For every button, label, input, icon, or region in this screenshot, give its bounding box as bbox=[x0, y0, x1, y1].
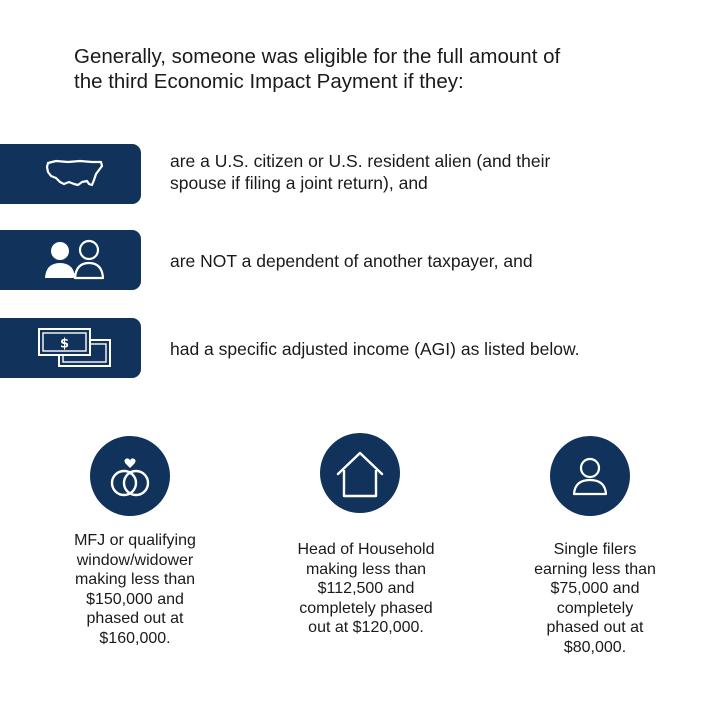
us-map-icon bbox=[0, 144, 141, 204]
threshold-line: $112,500 and bbox=[317, 580, 415, 597]
income-criterion-tab bbox=[0, 318, 141, 378]
person-icon bbox=[550, 436, 630, 516]
dependent-criterion-tab bbox=[0, 230, 141, 290]
money-icon bbox=[0, 318, 141, 378]
threshold-line: $150,000 and bbox=[86, 590, 184, 608]
dependent-criterion-text bbox=[170, 250, 533, 272]
svg-text:$: $ bbox=[59, 336, 70, 352]
threshold-line: earning less than bbox=[534, 560, 656, 578]
threshold-line: phased out at bbox=[546, 619, 644, 636]
person-circle bbox=[550, 436, 630, 516]
threshold-line: $160,000. bbox=[99, 629, 171, 647]
criterion-line: are a U.S. citizen or U.S. resident alien (and their bbox=[170, 151, 551, 171]
income-criterion-text bbox=[170, 338, 580, 360]
threshold-line: MFJ or qualifying bbox=[74, 532, 196, 549]
criterion-line: had a specific adjusted income (AGI) as listed below. bbox=[170, 339, 580, 359]
threshold-line: $80,000. bbox=[563, 638, 627, 656]
threshold-line: making less than bbox=[305, 560, 427, 578]
threshold-line: making less than bbox=[74, 571, 196, 588]
people-icon bbox=[0, 230, 141, 290]
threshold-line: Head of Household bbox=[297, 541, 435, 558]
threshold-line: completely bbox=[556, 599, 634, 617]
criterion-line: spouse if filing a joint return), and bbox=[170, 173, 428, 193]
citizen-criterion-tab bbox=[0, 144, 141, 204]
rings-icon bbox=[90, 436, 170, 516]
rings-circle bbox=[90, 436, 170, 516]
threshold-line: phased out at bbox=[86, 610, 184, 627]
head-of-household-threshold-text bbox=[266, 540, 466, 638]
criterion-line: are NOT a dependent of another taxpayer, and bbox=[170, 251, 533, 271]
page-heading bbox=[74, 44, 674, 94]
threshold-line: $75,000 and bbox=[550, 580, 640, 597]
citizen-criterion-text bbox=[170, 150, 550, 194]
mfj-threshold-text bbox=[35, 531, 235, 648]
single-threshold-text bbox=[495, 540, 695, 657]
house-circle bbox=[320, 433, 400, 513]
threshold-line: out at $120,000. bbox=[308, 619, 424, 636]
house-icon bbox=[320, 433, 400, 513]
threshold-line: window/widower bbox=[76, 551, 194, 569]
threshold-line: completely phased bbox=[299, 599, 433, 617]
threshold-line: Single filers bbox=[553, 541, 637, 558]
heading-line-1: Generally, someone was eligible for the full amount of bbox=[74, 45, 561, 68]
heading-line-2: the third Economic Impact Payment if they: bbox=[74, 70, 464, 93]
